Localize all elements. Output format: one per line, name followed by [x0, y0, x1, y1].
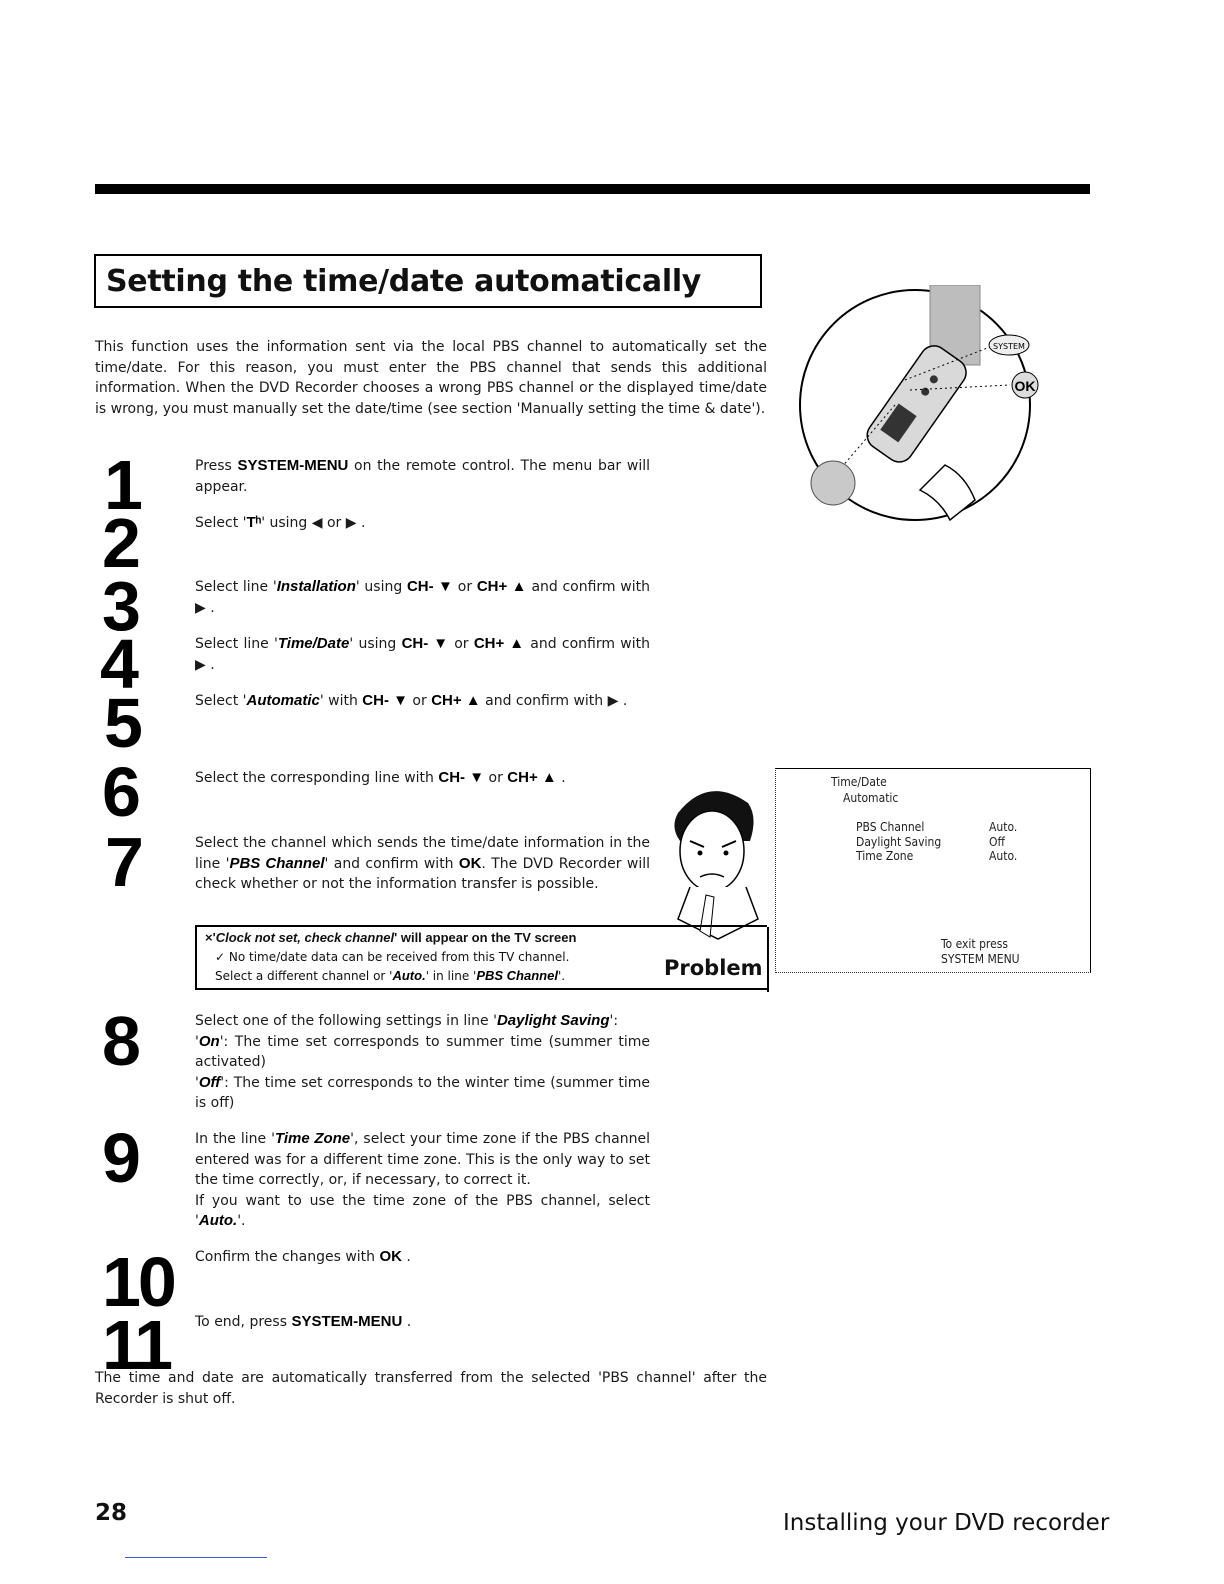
menu-item: Time Zone [274, 1130, 351, 1147]
step-number: 1 [104, 446, 140, 524]
problem-message: ×'Clock not set, check channel' will appear on the TV screen [205, 930, 577, 945]
step-number: 7 [105, 823, 141, 901]
key-name: CH+ ▲ [431, 692, 481, 709]
step-number: 4 [100, 625, 136, 703]
key-name: SYSTEM-MENU [237, 457, 349, 474]
error-message: Clock not set, check channel [215, 930, 395, 945]
step-text: In the line 'Time Zone', select your time zone if the PBS channel entered was for a different time zone. This is the only way to set the time correctly, or, if necessary, to correct it. If you want to use the time zone of the PBS channel, select 'Auto.'. [195, 1130, 650, 1229]
menu-item: PBS Channel [229, 854, 325, 872]
key-name: CH- ▼ [401, 635, 449, 652]
key-name: CH+ ▲ [473, 635, 525, 652]
step-text: Select the corresponding line with CH- ▼ or CH+ ▲ . [195, 769, 566, 786]
outro-paragraph: The time and date are automatically transferred from the selected 'PBS channel' after the Recorder is shut off. [95, 1370, 767, 1407]
step-text: Select line 'Installation' using CH- ▼ or CH+ ▲ and confirm with ▶ . [195, 578, 650, 616]
menu-item: Installation [276, 578, 356, 595]
step-text: To end, press SYSTEM-MENU . [195, 1313, 412, 1330]
tv-screen-menu [775, 768, 1091, 973]
title-box [94, 254, 762, 308]
step-number: 6 [102, 753, 138, 831]
settings-icon: Tʰ [246, 514, 262, 531]
option-off: Off [198, 1073, 221, 1091]
screen-row-value: Auto. [989, 849, 1018, 863]
step-text: Select 'Automatic' with CH- ▼ or CH+ ▲ and confirm with ▶ . [195, 692, 628, 709]
section-footer: Installing your DVD recorder [783, 1510, 1110, 1536]
screen-row-value: Off [989, 835, 1005, 849]
key-name: CH+ ▲ [507, 769, 557, 786]
menu-item: Automatic [246, 692, 320, 709]
screen-exit-hint: To exit press [941, 937, 1008, 951]
menu-item: Daylight Saving [496, 1012, 610, 1029]
problem-label: Problem [664, 956, 763, 980]
step-text: Confirm the changes with OK . [195, 1248, 411, 1265]
step-number: 11 [102, 1306, 170, 1384]
screen-row-value: Auto. [989, 820, 1018, 834]
key-name: CH- ▼ [406, 578, 454, 595]
screen-title: Time/Date [831, 775, 887, 789]
ok-button-label: OK [1014, 378, 1036, 394]
key-name: CH- ▼ [362, 692, 408, 709]
step-number: 3 [102, 567, 138, 645]
screen-exit-key: SYSTEM MENU [941, 952, 1020, 966]
bottom-rule [125, 1557, 267, 1558]
menu-item: Time/Date [277, 635, 350, 652]
step-text: Press SYSTEM-MENU on the remote control. The menu bar will appear. [195, 457, 650, 495]
option-auto: Auto. [198, 1212, 238, 1229]
remote-control-illustration [795, 285, 1045, 535]
key-name: OK [379, 1248, 402, 1265]
step-text: Select line 'Time/Date' using CH- ▼ or CH+ ▲ and confirm with ▶ . [195, 635, 650, 673]
step-text: Select one of the following settings in line 'Daylight Saving': 'On': The time set corresponds to summer time (summer time activated) 'Off': The time set corresponds to the winter time (summer time is off) [195, 1012, 650, 1111]
step-text: Select 'Tʰ' using ◀ or ▶ . [195, 514, 366, 531]
cursor-pad-icon [811, 461, 855, 505]
step-number: 9 [102, 1119, 138, 1197]
step-number: 8 [102, 1002, 138, 1080]
key-name: OK [458, 854, 482, 872]
key-name: CH- ▼ [438, 769, 485, 786]
system-button-label: SYSTEM [993, 342, 1025, 351]
step-number: 5 [104, 684, 140, 762]
intro-paragraph: This function uses the information sent via the local PBS channel to automatically set the time/date. For this reason, you must enter the PBS channel that sends this additional information. When the DVD Recorder chooses a wrong PBS channel or the displayed time/date is wrong, you must manually set the date/time (see section 'Manually setting the time & date'). [95, 339, 767, 417]
screen-row-label: Time Zone [856, 849, 914, 863]
problem-cause: ✓ No time/date data can be received from this TV channel. [215, 950, 570, 964]
key-name: SYSTEM-MENU [291, 1313, 403, 1330]
step-number: 10 [102, 1243, 174, 1321]
step-number: 2 [102, 504, 138, 582]
key-name: CH+ ▲ [476, 578, 527, 595]
step-text: Select the channel which sends the time/date information in the line 'PBS Channel' and confirm with OK. The DVD Recorder will check whether or not the information transfer is possible. [195, 835, 651, 892]
screen-subtitle: Automatic [843, 791, 899, 805]
page-title: Setting the time/date automatically [106, 264, 702, 299]
screen-row-label: Daylight Saving [856, 835, 942, 849]
option-on: On [198, 1032, 220, 1050]
screen-row-label: PBS Channel [856, 820, 925, 834]
problem-solution: Select a different channel or 'Auto.' in line 'PBS Channel'. [215, 968, 566, 983]
page-number: 28 [95, 1500, 128, 1526]
top-rule [95, 184, 1090, 194]
